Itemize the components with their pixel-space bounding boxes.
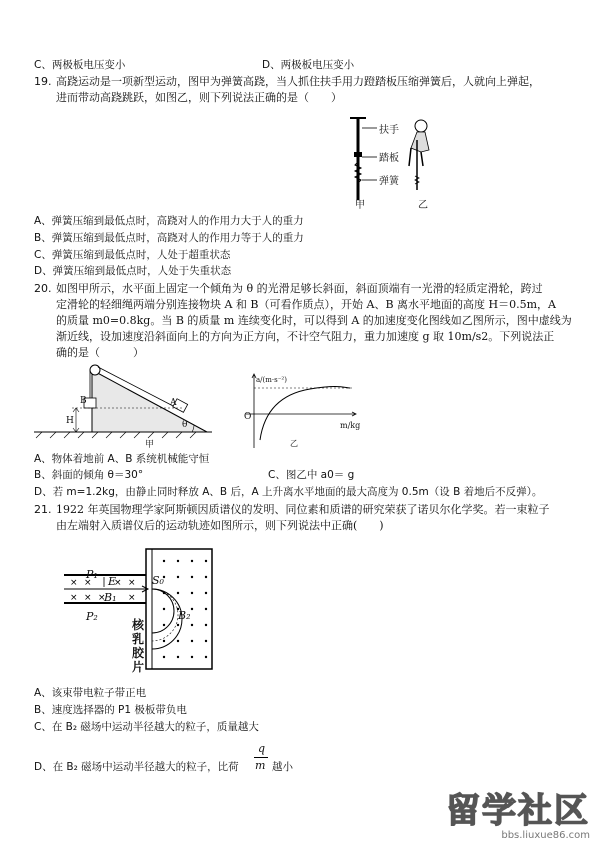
- watermark-url: bbs.liuxue86.com: [501, 830, 590, 841]
- q21-label-b1: B₁: [104, 591, 117, 604]
- q20-label-theta: θ: [182, 420, 188, 430]
- q21-option-d-q: q: [258, 742, 266, 755]
- watermark-text: 留学社区: [446, 791, 590, 831]
- q19-option-d: D、弹簧压缩到最低点时，人处于失重状态: [34, 265, 232, 277]
- q21-option-d-m: m: [255, 759, 266, 772]
- q21-label-p2: P₂: [86, 610, 98, 623]
- q21-label-b2: B₂: [178, 609, 191, 622]
- q19-label-handle: 扶手: [379, 125, 399, 136]
- q21-option-a: A、该束带电粒子带正电: [34, 687, 147, 699]
- q19-label-spring: 弹簧: [379, 176, 399, 187]
- svg-text:×: ×: [84, 593, 92, 603]
- q19-stem-line2: 进而带动高跷跳跃，如图乙，则下列说法正确的是（ ）: [56, 91, 342, 104]
- q20-option-c: C、图乙中 a0＝ g: [268, 469, 355, 481]
- q20-label-h: H: [66, 416, 74, 426]
- q20-label-b: B: [80, 396, 87, 406]
- q20-figure-jia: [32, 360, 222, 450]
- q21-option-d-prefix: D、在 B₂ 磁场中运动半径越大的粒子，比荷: [34, 761, 239, 773]
- svg-text:×: ×: [114, 578, 122, 588]
- q20-stem-line3: 的质量 m0=0.8kg。当 B 的质量 m 连续变化时，可以得到 A 的加速度变化图线如乙图所示，图中虚线为: [56, 314, 572, 327]
- q21-number: 21.: [34, 503, 52, 516]
- q20-number: 20.: [34, 282, 52, 295]
- q19-stem-line1: 高跷运动是一项新型运动，图甲为弹簧高跷，当人抓住扶手用力蹬踏板压缩弹簧后，人就向上弹起，: [56, 75, 540, 88]
- q20-stem-line2: 定滑轮的轻细绳两端分别连接物块 A 和 B（可看作质点），开始 A、B 离水平地面的高度 H＝0.5m，A: [56, 298, 556, 311]
- q19-option-c: C、弹簧压缩到最低点时，人处于超重状态: [34, 249, 231, 261]
- svg-text:×: ×: [84, 578, 92, 588]
- q20-stem-line5: 确的是（ ）: [56, 346, 144, 359]
- q20-origin-label: O: [244, 412, 252, 422]
- svg-text:×: ×: [70, 593, 78, 603]
- q20-axis-y-label: a/(m·s⁻²): [256, 376, 287, 384]
- q21-stem-line2: 由左端射入质谱仪后的运动轨迹如图所示，则下列说法中正确( ): [56, 519, 384, 532]
- q20-option-d: D、若 m=1.2kg，由静止同时释放 A、B 后，A 上升离水平地面的最大高度为 0.5m（设 B 着地后不反弹）。: [34, 486, 543, 498]
- q19-option-b: B、弹簧压缩到最低点时，高跷对人的作用力等于人的重力: [34, 232, 304, 244]
- q21-stem-line1: 1922 年英国物理学家阿斯顿因质谱仪的发明、同位素和质谱的研究荣获了诺贝尔化学奖。若一束粒子: [56, 503, 550, 516]
- q19-number: 19.: [34, 75, 52, 88]
- q20-stem-line1: 如图甲所示，水平面上固定一个倾角为 θ 的光滑足够长斜面，斜面顶端有一光滑的轻质定滑轮，跨过: [56, 282, 543, 295]
- q21-option-b: B、速度选择器的 P1 极板带负电: [34, 704, 187, 716]
- watermark-logo: [430, 792, 590, 844]
- svg-text:×: ×: [128, 593, 136, 603]
- q21-option-d-suffix: 越小: [272, 761, 293, 773]
- q19-option-a: A、弹簧压缩到最低点时，高跷对人的作用力大于人的重力: [34, 215, 304, 227]
- q20-axis-x-label: m/kg: [340, 421, 361, 430]
- svg-text:×: ×: [70, 578, 78, 588]
- q20-option-a: A、物体着地前 A、B 系统机械能守恒: [34, 453, 210, 465]
- q21-label-e: E: [108, 575, 117, 588]
- q20-label-yi: 乙: [290, 439, 298, 448]
- q19-label-pedal: 踏板: [379, 153, 399, 164]
- svg-text:×: ×: [128, 578, 136, 588]
- q19-label-jia: 甲: [355, 200, 365, 211]
- q21-option-c: C、在 B₂ 磁场中运动半径越大的粒子，质量越大: [34, 721, 259, 733]
- option-c-top: C、两极板电压变小: [34, 59, 126, 71]
- q21-label-p1: P₁: [86, 568, 98, 581]
- q20-stem-line4: 渐近线，设加速度沿斜面向上的方向为正方向，不计空气阻力，重力加速度 g 取 10m/s2。下列说法正: [56, 330, 555, 343]
- q19-label-yi: 乙: [418, 200, 428, 211]
- q20-label-jia: 甲: [145, 440, 155, 450]
- q20-option-b: B、斜面的倾角 θ＝30°: [34, 469, 144, 481]
- q20-label-a: A: [170, 398, 177, 408]
- svg-text:×: ×: [98, 593, 106, 603]
- option-d-top: D、两极板电压变小: [262, 59, 355, 71]
- q21-label-film: 核乳胶片: [132, 618, 145, 674]
- q21-label-s0: S₀: [152, 574, 164, 587]
